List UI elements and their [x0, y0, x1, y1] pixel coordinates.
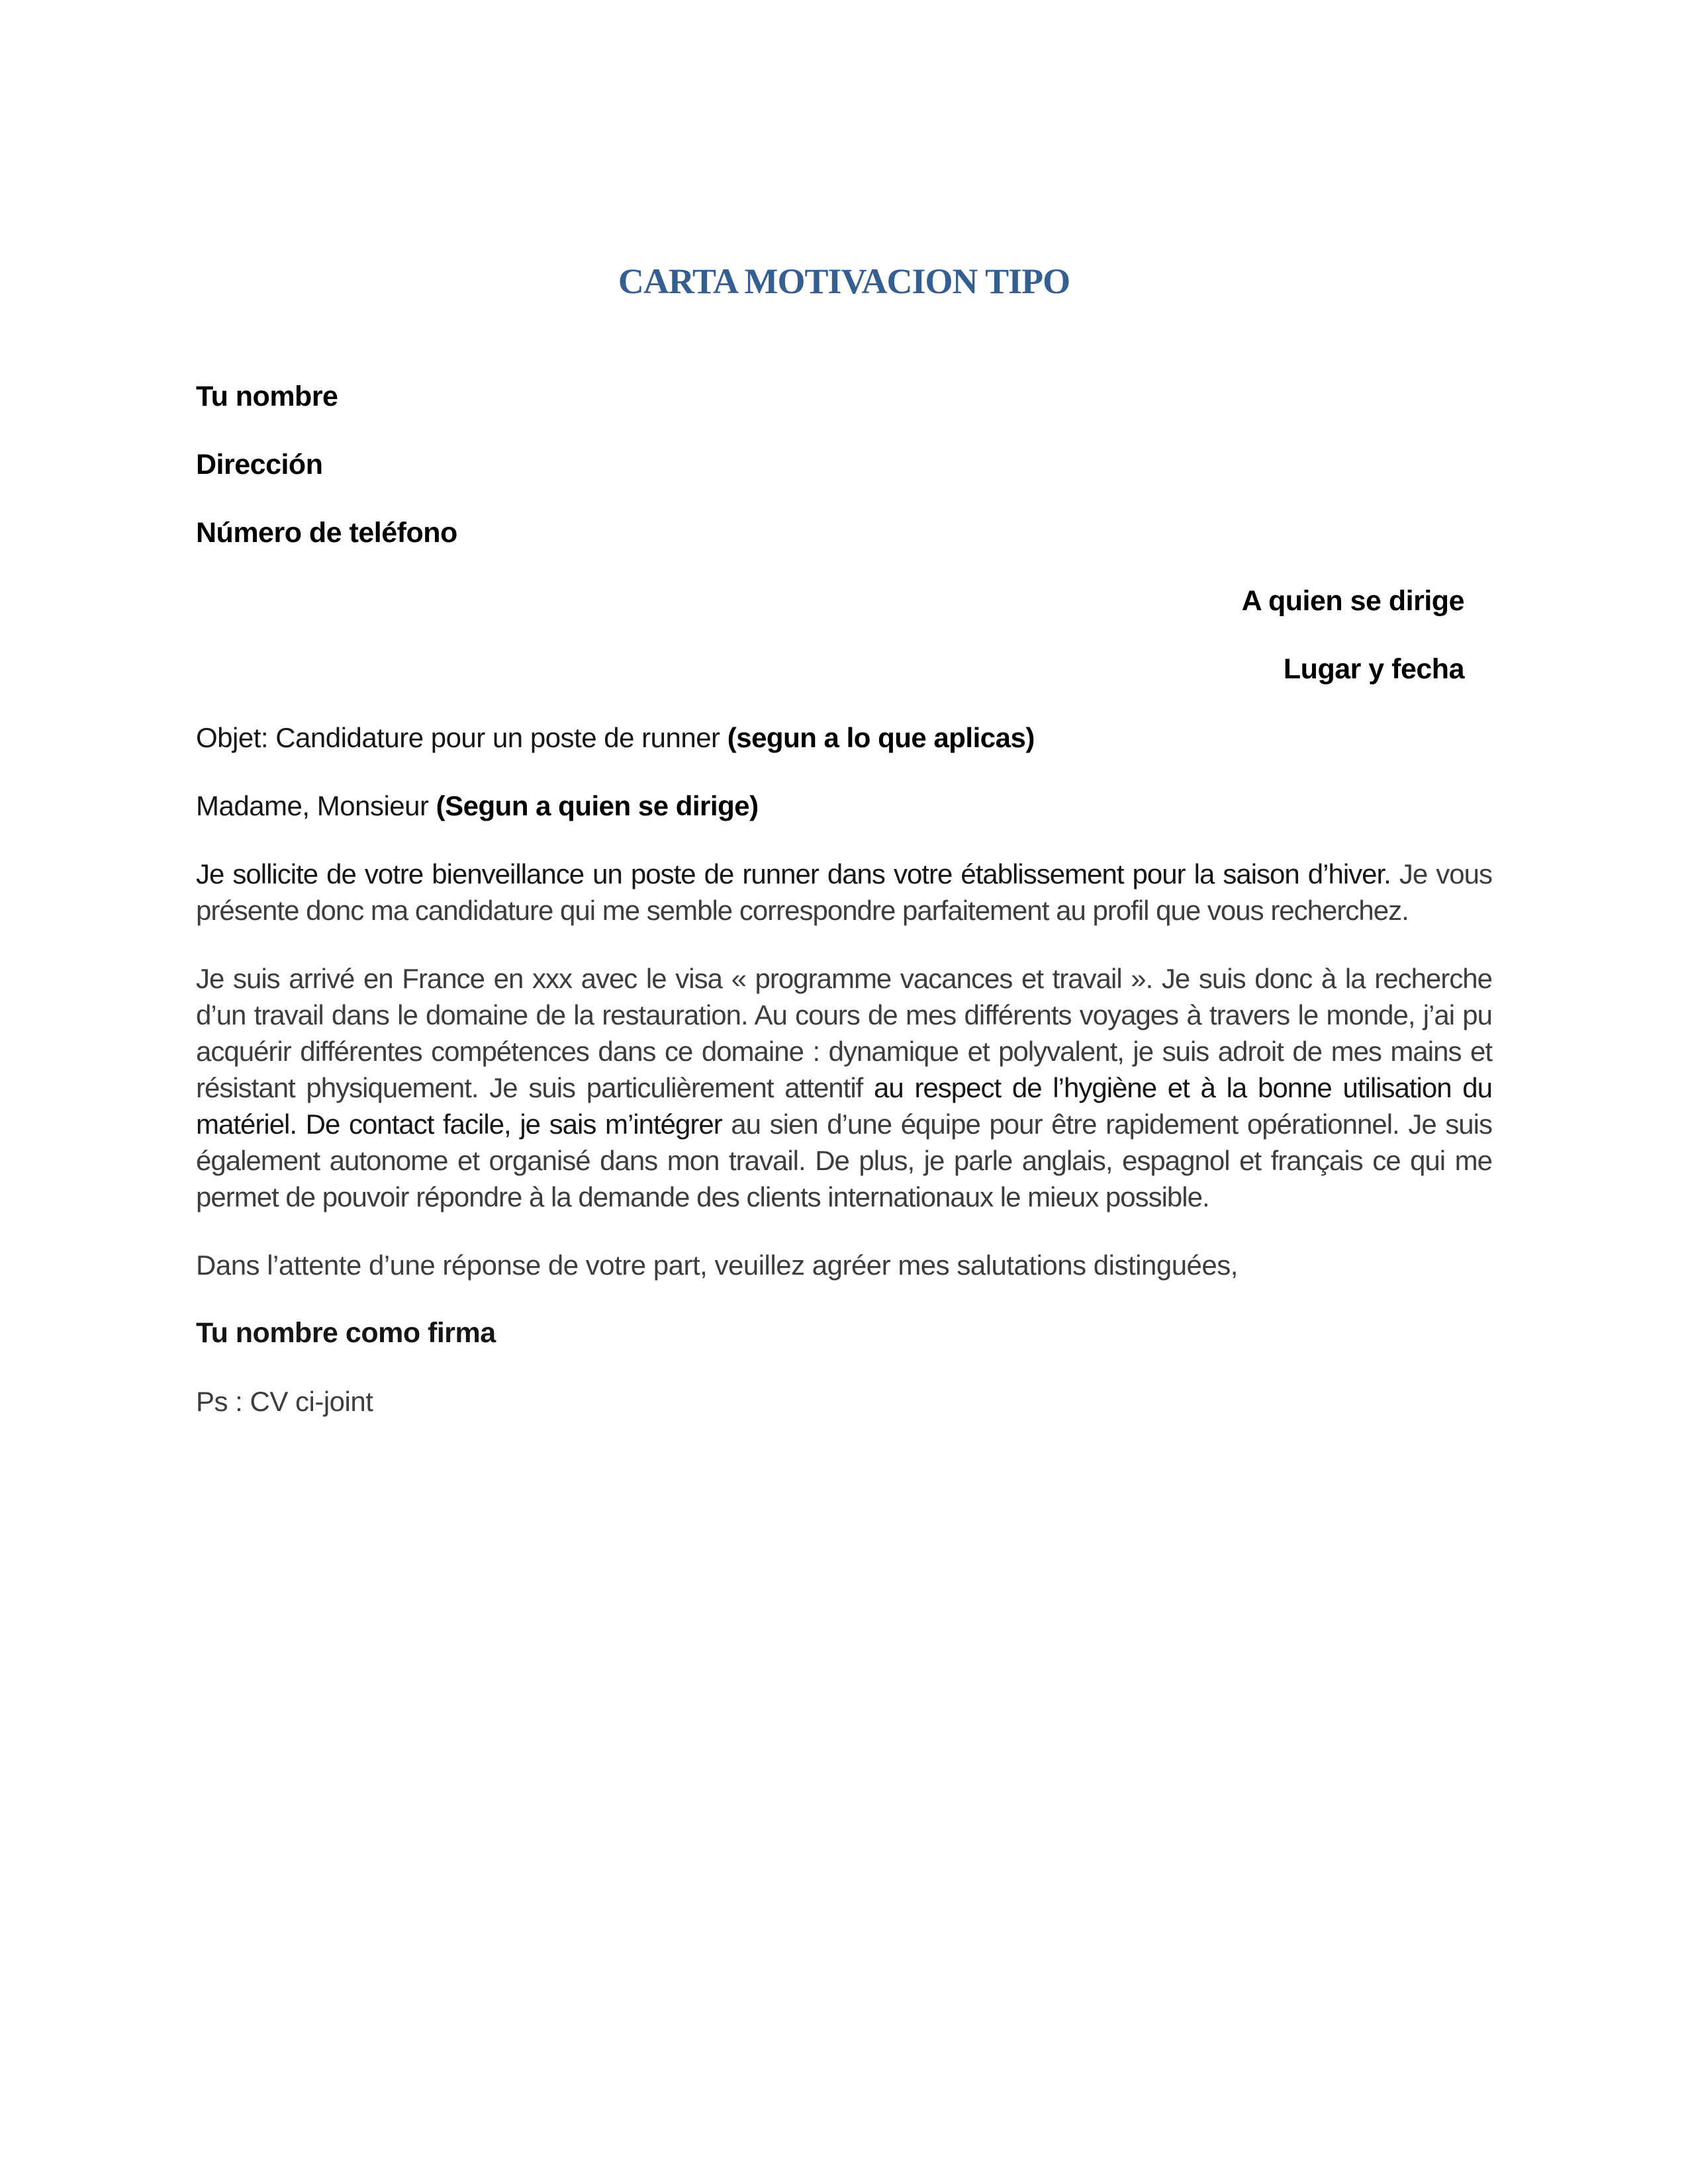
subject-text: Objet: Candidature pour un poste de runner — [196, 722, 727, 753]
sender-phone-label: Número de teléfono — [196, 517, 457, 549]
sender-name-label: Tu nombre — [196, 381, 338, 412]
paragraph-experience-regular-b: au sien d’une équipe pour être rapidement opérationnel. Je suis également autonome et organisé dans mon travail. De plus, je parle anglais, espagnol et français ce qui me permet de pouvoir répondre à la demande des clients internationaux le mieux possible. — [196, 1109, 1492, 1212]
paragraph-intro-regular: Je vous présente donc ma candidature qui me semble correspondre parfaitement au profil que vous recherchez. — [196, 858, 1492, 926]
salutation-line — [196, 788, 1492, 824]
paragraph-experience-emphasis: au respect de l’hygiène et à la bonne utilisation du matériel. De contact facile, je sais m’intégrer — [196, 1072, 1492, 1140]
document-title: CARTA MOTIVACION TIPO — [618, 261, 1070, 301]
sender-address-label: Dirección — [196, 449, 323, 480]
paragraph-intro-emphasis: Je sollicite de votre bienveillance un poste de runner dans votre établissement pour la saison d’hiver. — [196, 858, 1391, 889]
paragraph-intro — [196, 856, 1492, 929]
paragraph-experience-regular-a: Je suis arrivé en France en xxx avec le visa « programme vacances et travail ». Je suis donc à la recherche d’un travail dans le domaine de la restauration. Au cours de mes différents voyages à travers le monde, j’ai pu acquérir différentes compétences dans ce domaine : dynamique et polyvalent, je suis adroit de mes mains et résistant physiquement. Je suis particulièrement attentif — [196, 963, 1492, 1103]
paragraph-experience — [196, 960, 1492, 1215]
postscript-line: Ps : CV ci-joint — [196, 1386, 373, 1417]
salutation-note-bold: (Segun a quien se dirige) — [436, 790, 759, 821]
closing-line: Dans l’attente d’une réponse de votre part, veuillez agréer mes salutations distinguées, — [196, 1250, 1238, 1281]
subject-line — [196, 719, 1492, 756]
subject-note-bold: (segun a lo que aplicas) — [727, 722, 1035, 753]
salutation-text: Madame, Monsieur — [196, 790, 436, 821]
signature-line: Tu nombre como firma — [196, 1317, 496, 1349]
recipient-addressee-label: A quien se dirige — [1241, 585, 1464, 617]
recipient-place-date-label: Lugar y fecha — [1283, 653, 1464, 685]
